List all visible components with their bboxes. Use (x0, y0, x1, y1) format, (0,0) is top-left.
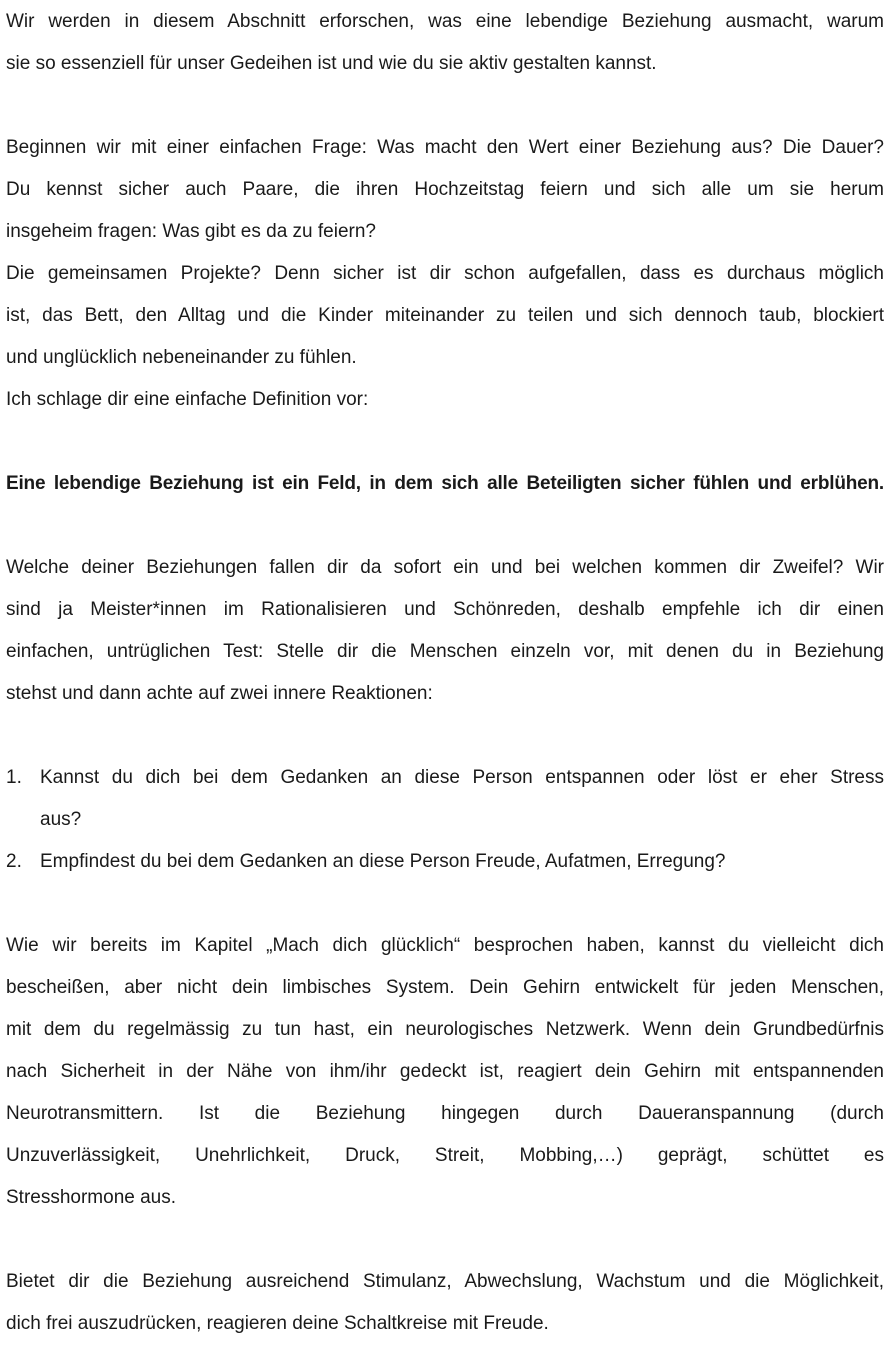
text-line: insgeheim fragen: Was gibt es da zu feiern? (6, 221, 376, 242)
text-line: Unzuverlässigkeit, Unehrlichkeit, Druck, Streit, Mobbing,…) geprägt, schüttet es (6, 1145, 884, 1166)
blank-line (6, 883, 884, 925)
paragraph-test (6, 547, 884, 715)
text-line: Empfindest du bei dem Gedanken an diese Person Freude, Aufatmen, Erregung? (40, 851, 726, 872)
blank-line (6, 421, 884, 463)
text-line: Neurotransmittern. Ist die Beziehung hingegen durch Daueranspannung (durch (6, 1103, 884, 1124)
paragraph-definition-intro (6, 379, 884, 421)
list-item (6, 757, 884, 841)
text-line: stehst und dann achte auf zwei innere Reaktionen: (6, 683, 433, 704)
text-line: Du kennst sicher auch Paare, die ihren Hochzeitstag feiern und sich alle um sie herum (6, 179, 884, 200)
paragraph-intro (6, 1, 884, 85)
text-line: Beginnen wir mit einer einfachen Frage: Was macht den Wert einer Beziehung aus? Die Dauer? (6, 137, 884, 158)
text-line: sind ja Meister*innen im Rationalisieren und Schönreden, deshalb empfehle ich dir einen (6, 599, 884, 620)
list-item-body (40, 841, 884, 883)
list-item-number: 1. (6, 767, 22, 788)
list-item-number: 2. (6, 851, 22, 872)
list-item (6, 841, 884, 883)
text-line: Welche deiner Beziehungen fallen dir da sofort ein und bei welchen kommen dir Zweifel? Wir (6, 557, 884, 578)
paragraph-definition (6, 463, 884, 505)
paragraph-limbic (6, 925, 884, 1219)
text-line: ist, das Bett, den Alltag und die Kinder miteinander zu teilen und sich dennoch taub, blockiert (6, 305, 884, 326)
text-line: Die gemeinsamen Projekte? Denn sicher ist dir schon aufgefallen, dass es durchaus möglich (6, 263, 884, 284)
text-line: bescheißen, aber nicht dein limbisches System. Dein Gehirn entwickelt für jeden Menschen, (6, 977, 884, 998)
text-line: aus? (40, 809, 82, 830)
text-line: einfachen, untrüglichen Test: Stelle dir die Menschen einzeln vor, mit denen du in Beziehung (6, 641, 884, 662)
blank-line (6, 85, 884, 127)
paragraph-stimulanz (6, 1261, 884, 1345)
text-line: nach Sicherheit in der Nähe von ihm/ihr gedeckt ist, reagiert dein Gehirn mit entspannenden (6, 1061, 884, 1082)
text-line: Bietet dir die Beziehung ausreichend Stimulanz, Abwechslung, Wachstum und die Möglichkeit, (6, 1271, 884, 1292)
text-line: Wir werden in diesem Abschnitt erforschen, was eine lebendige Beziehung ausmacht, warum (6, 11, 884, 32)
text-line: und unglücklich nebeneinander zu fühlen. (6, 347, 357, 368)
text-line: dich frei auszudrücken, reagieren deine Schaltkreise mit Freude. (6, 1313, 549, 1334)
blank-line (6, 505, 884, 547)
definition-text: Eine lebendige Beziehung ist ein Feld, in dem sich alle Beteiligten sicher fühlen und erblühen. (6, 473, 884, 494)
text-line: Wie wir bereits im Kapitel „Mach dich glücklich“ besprochen haben, kannst du vielleicht dich (6, 935, 884, 956)
text-line: sie so essenziell für unser Gedeihen ist und wie du sie aktiv gestalten kannst. (6, 53, 657, 74)
blank-line (6, 1219, 884, 1261)
list-item-body (40, 757, 884, 841)
text-line: Ich schlage dir eine einfache Definition vor: (6, 389, 369, 410)
numbered-list (6, 757, 884, 883)
blank-line (6, 715, 884, 757)
paragraph-projects (6, 253, 884, 379)
text-line: Stresshormone aus. (6, 1187, 177, 1208)
text-line: Kannst du dich bei dem Gedanken an diese Person entspannen oder löst er eher Stress (40, 767, 884, 788)
text-line: mit dem du regelmässig zu tun hast, ein neurologisches Netzwerk. Wenn dein Grundbedürfnis (6, 1019, 884, 1040)
paragraph-question (6, 127, 884, 253)
